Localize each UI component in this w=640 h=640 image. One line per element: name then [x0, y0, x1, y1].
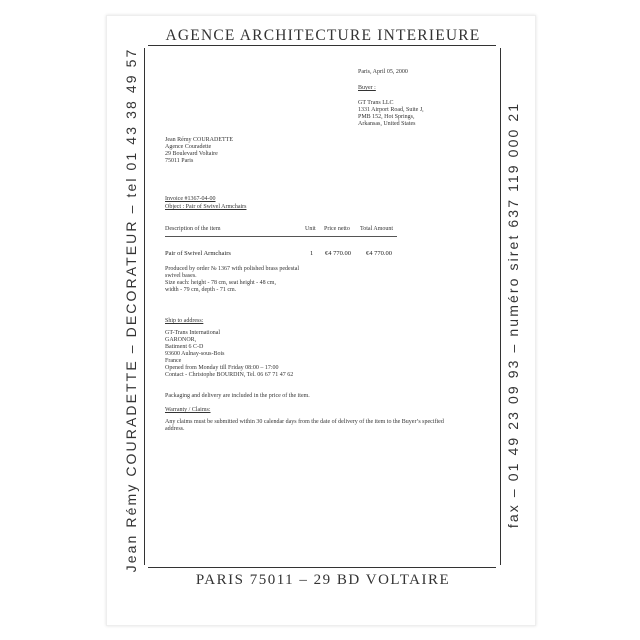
warranty-line: Any claims must be submitted within 30 calendar days from the date of delivery of the item to the Buyer’s specified	[165, 419, 444, 425]
item-detail-line: Size each: height - 78 cm, seat height - 48 cm,	[165, 280, 276, 286]
table-rule	[165, 236, 397, 237]
table-header-total: Total Amount	[360, 226, 394, 232]
buyer-line: Arkansas, United States	[358, 121, 416, 127]
item-detail-line: Produced by order № 1367 with polished brass pedestal	[165, 266, 300, 272]
buyer-label: Buyer :	[358, 85, 376, 91]
table-cell-description: Pair of Swivel Armchairs	[165, 250, 231, 257]
ship-line: France	[165, 358, 182, 364]
ship-line: Opened from Monday till Friday 08:00 – 17:00	[165, 365, 279, 371]
invoice-object: Object : Pair of Swivel Armchairs	[165, 204, 247, 210]
item-detail-line: swivel bases.	[165, 273, 197, 279]
sender-line: 29 Boulevard Voltaire	[165, 151, 218, 157]
invoice-number: Invoice #1367-04-00	[165, 196, 216, 202]
side-contact-right: fax – 01 49 23 09 93 – numéro siret 637 119 000 21	[505, 101, 521, 529]
buyer-line: 1331 Airport Road, Suite J,	[358, 107, 424, 113]
table-cell-price: €4 770.00	[325, 250, 351, 257]
table-header-unit: Unit	[305, 226, 316, 232]
ship-line: 93600 Aulnay-sous-Bois	[165, 351, 225, 357]
ship-line: Batiment 6 C-D	[165, 344, 204, 350]
sender-line: Jean Rémy COURADETTE	[165, 137, 233, 143]
sender-line: 75011 Paris	[165, 158, 194, 164]
table-cell-total: €4 770.00	[366, 250, 392, 257]
frame-right-line	[500, 48, 501, 565]
item-detail-line: width - 79 cm, depth - 71 cm.	[165, 287, 237, 293]
side-contact-left: Jean Rémy COURADETTE – DECORATEUR – tel 01 43 38 49 57	[123, 47, 139, 573]
ship-label: Ship to address:	[165, 318, 204, 324]
sender-line: Agence Couradette	[165, 144, 212, 150]
frame-top-line	[148, 45, 496, 46]
warranty-line: address.	[165, 426, 185, 432]
table-cell-unit: 1	[310, 250, 314, 257]
letter-date: Paris, April 05, 2000	[358, 69, 408, 75]
table-header-price: Price netto	[324, 226, 350, 232]
frame-bottom-line	[148, 567, 496, 568]
ship-line: Contact - Christophe BOURDIN, Tel. 06 67 71 47 62	[165, 372, 294, 378]
frame-left-line	[144, 48, 145, 565]
buyer-line: GT Trans LLC	[358, 100, 394, 106]
ship-line: GARONOR,	[165, 337, 197, 343]
buyer-line: PMB 152, Hot Springs,	[358, 114, 415, 120]
packaging-note: Packaging and delivery are included in the price of the item.	[165, 393, 310, 399]
agency-address: PARIS 75011 – 29 BD VOLTAIRE	[195, 572, 451, 588]
agency-title: AGENCE ARCHITECTURE INTERIEURE	[165, 27, 481, 44]
warranty-label: Warranty / Claims:	[165, 407, 211, 413]
ship-line: GT-Trans International	[165, 330, 221, 336]
table-header-description: Description of the item	[165, 226, 221, 232]
